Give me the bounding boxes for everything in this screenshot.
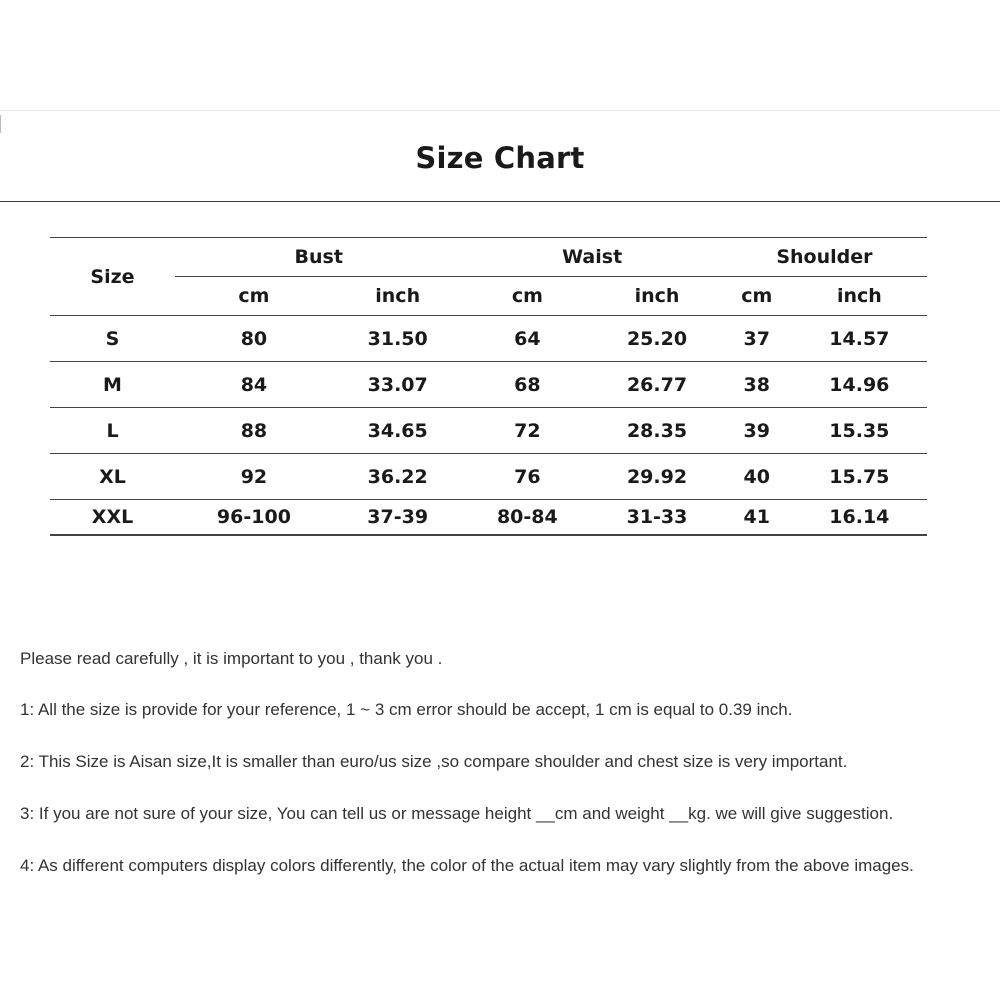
table-cell: 92 (175, 454, 333, 500)
table-cell: 14.96 (792, 362, 927, 408)
table-cell: 80-84 (463, 500, 593, 536)
size-table (50, 237, 927, 536)
table-cell: 26.77 (592, 362, 722, 408)
corner-mark (0, 115, 5, 133)
table-row (50, 500, 927, 536)
table-cell: 37 (722, 316, 792, 362)
size-column-header: Size (50, 238, 175, 316)
page-title: Size Chart (415, 141, 585, 175)
table-cell: 96-100 (175, 500, 333, 536)
table-cell: 72 (463, 408, 593, 454)
notes-intro: Please read carefully , it is important to you , thank you . (20, 649, 443, 668)
shoulder-header: Shoulder (722, 238, 927, 277)
note-item: 1: All the size is provide for your reference, 1 ~ 3 cm error should be accept, 1 cm is equal to 0.39 inch. (20, 700, 793, 719)
unit-header: inch (592, 277, 722, 316)
table-cell: 29.92 (592, 454, 722, 500)
unit-header: inch (792, 277, 927, 316)
table-row (50, 408, 927, 454)
waist-header: Waist (463, 238, 722, 277)
unit-header-row (50, 277, 927, 316)
size-label: XL (50, 454, 175, 500)
table-cell: 14.57 (792, 316, 927, 362)
table-row (50, 362, 927, 408)
table-cell: 33.07 (333, 362, 463, 408)
bust-header: Bust (175, 238, 463, 277)
table-cell: 37-39 (333, 500, 463, 536)
table-row (50, 316, 927, 362)
table-cell: 36.22 (333, 454, 463, 500)
table-cell: 31.50 (333, 316, 463, 362)
table-cell: 15.75 (792, 454, 927, 500)
unit-header: cm (463, 277, 593, 316)
size-label: S (50, 316, 175, 362)
table-cell: 80 (175, 316, 333, 362)
note-item: 3: If you are not sure of your size, You can tell us or message height __cm and weight __kg. we will give suggestion. (20, 804, 894, 823)
table-cell: 88 (175, 408, 333, 454)
table-row (50, 454, 927, 500)
title-band (0, 110, 1000, 202)
table-cell: 28.35 (592, 408, 722, 454)
unit-header: inch (333, 277, 463, 316)
group-header-row (50, 238, 927, 277)
unit-header: cm (722, 277, 792, 316)
table-cell: 16.14 (792, 500, 927, 536)
unit-header: cm (175, 277, 333, 316)
table-cell: 25.20 (592, 316, 722, 362)
table-cell: 39 (722, 408, 792, 454)
size-label: L (50, 408, 175, 454)
notes-section (20, 646, 995, 905)
table-cell: 84 (175, 362, 333, 408)
table-cell: 41 (722, 500, 792, 536)
table-cell: 38 (722, 362, 792, 408)
table-cell: 68 (463, 362, 593, 408)
note-item: 2: This Size is Aisan size,It is smaller than euro/us size ,so compare shoulder and chest size is very important. (20, 752, 848, 771)
table-cell: 76 (463, 454, 593, 500)
size-label: M (50, 362, 175, 408)
size-label: XXL (50, 500, 175, 536)
table-cell: 40 (722, 454, 792, 500)
table-cell: 15.35 (792, 408, 927, 454)
table-cell: 31-33 (592, 500, 722, 536)
table-cell: 34.65 (333, 408, 463, 454)
table-cell: 64 (463, 316, 593, 362)
note-item: 4: As different computers display colors differently, the color of the actual item may vary slightly from the above images. (20, 856, 914, 875)
